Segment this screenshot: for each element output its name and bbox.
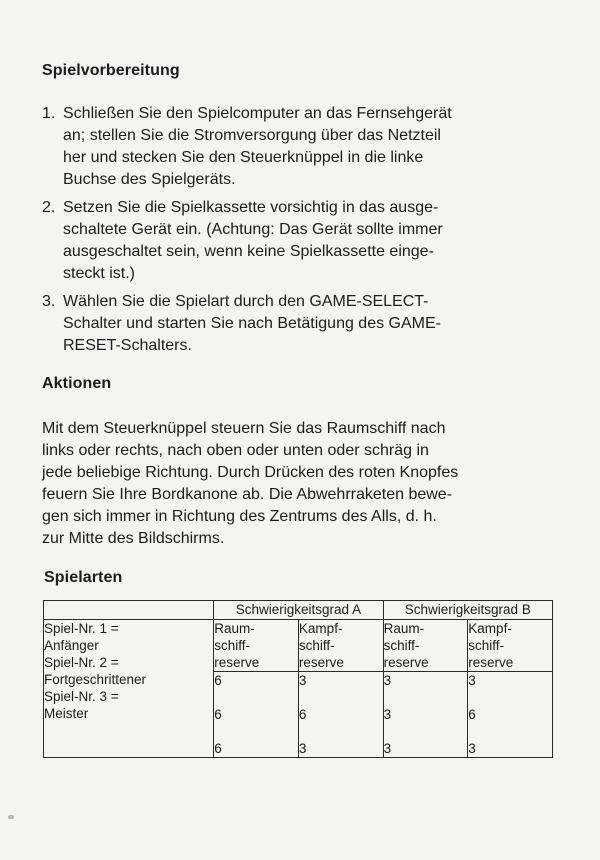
text-line: RESET-Schalters.: [63, 337, 192, 354]
text-line: Buchse des Spielgeräts.: [63, 171, 236, 188]
col-header-line: reserve: [468, 655, 514, 670]
col-b-spaceship-reserve: [383, 620, 468, 672]
paper-speck: [8, 815, 14, 819]
value-cell: 3: [383, 741, 392, 756]
col-header-line: schiff-: [214, 638, 250, 653]
game-3-label: Spiel-Nr. 3 =: [44, 689, 119, 704]
value-cell: 3: [468, 741, 476, 756]
col-header-line: Raum-: [383, 621, 425, 636]
value-cell: 3: [383, 673, 392, 688]
value-cell: 6: [298, 707, 307, 722]
text-line: Schalter und starten Sie nach Betätigung des GAME-: [63, 315, 441, 332]
value-cell: 3: [298, 741, 307, 756]
heading-game-preparation: Spielvorbereitung: [42, 62, 180, 79]
text-line: Wählen Sie die Spielart durch den GAME-SELECT-: [63, 293, 429, 310]
col-header-line: Raum-: [214, 621, 255, 636]
table-header-row: [44, 601, 553, 620]
col-header-line: Kampf-: [298, 621, 343, 636]
step-2: [42, 197, 562, 285]
text-line: Schließen Sie den Spielcomputer an das Fernsehgerät: [63, 105, 452, 122]
text-line: ausgeschaltet sein, wenn keine Spielkassette einge-: [63, 243, 434, 260]
value-cell: 6: [214, 673, 222, 688]
actions-paragraph: [42, 418, 562, 550]
table-corner-cell: [44, 601, 214, 620]
text-line: her und stecken Sie den Steuerknüppel in die linke: [63, 149, 424, 166]
preparation-steps: [42, 103, 562, 363]
header-difficulty-a: Schwierigkeitsgrad A: [214, 601, 383, 620]
values-b-fightership: [468, 672, 553, 758]
step-1: [42, 103, 562, 191]
col-header-line: schiff-: [298, 638, 335, 653]
heading-actions: Aktionen: [42, 375, 112, 392]
step-number: 3.: [42, 293, 56, 310]
value-cell: 3: [383, 707, 392, 722]
values-a-spaceship: [214, 672, 299, 758]
table-row: [44, 620, 553, 672]
heading-game-modes: Spielarten: [44, 569, 123, 586]
text-line: links oder rechts, nach oben oder unten oder schräg in: [42, 442, 429, 459]
col-header-line: reserve: [383, 655, 429, 670]
game-modes-table: [43, 600, 553, 758]
game-number-labels: [44, 620, 214, 758]
value-cell: 6: [214, 707, 222, 722]
values-a-fightership: [298, 672, 383, 758]
step-3: [42, 291, 562, 357]
step-number: 2.: [42, 199, 56, 216]
value-cell: 6: [214, 741, 222, 756]
game-1-level: Anfänger: [44, 638, 99, 653]
value-cell: 3: [298, 673, 307, 688]
col-header-line: Kampf-: [468, 621, 512, 636]
text-line: feuern Sie Ihre Bordkanone ab. Die Abwehrraketen bewe-: [42, 486, 453, 503]
col-header-line: schiff-: [383, 638, 420, 653]
text-line: Setzen Sie die Spielkassette vorsichtig in das ausge-: [63, 199, 439, 216]
text-line: schaltete Gerät ein. (Achtung: Das Gerät sollte immer: [63, 221, 443, 238]
text-line: zur Mitte des Bildschirms.: [42, 530, 225, 547]
col-header-line: schiff-: [468, 638, 505, 653]
game-2-level: Fortgeschrittener: [44, 672, 147, 687]
values-b-spaceship: [383, 672, 468, 758]
col-a-spaceship-reserve: [214, 620, 299, 672]
text-line: an; stellen Sie die Stromversorgung über das Netzteil: [63, 127, 441, 144]
game-2-label: Spiel-Nr. 2 =: [44, 655, 119, 670]
value-cell: 6: [468, 707, 476, 722]
col-b-fightership-reserve: [468, 620, 553, 672]
value-cell: 3: [468, 673, 476, 688]
text-line: jede beliebige Richtung. Durch Drücken des roten Knopfes: [42, 464, 459, 481]
col-a-fightership-reserve: [298, 620, 383, 672]
game-1-label: Spiel-Nr. 1 =: [44, 621, 119, 636]
step-number: 1.: [42, 105, 56, 122]
col-header-line: reserve: [214, 655, 260, 670]
text-line: Mit dem Steuerknüppel steuern Sie das Raumschiff nach: [42, 420, 446, 437]
text-line: steckt ist.): [63, 265, 136, 282]
game-3-level: Meister: [44, 706, 89, 721]
col-header-line: reserve: [298, 655, 344, 670]
text-line: gen sich immer in Richtung des Zentrums des Alls, d. h.: [42, 508, 437, 525]
header-difficulty-b: Schwierigkeitsgrad B: [383, 601, 552, 620]
